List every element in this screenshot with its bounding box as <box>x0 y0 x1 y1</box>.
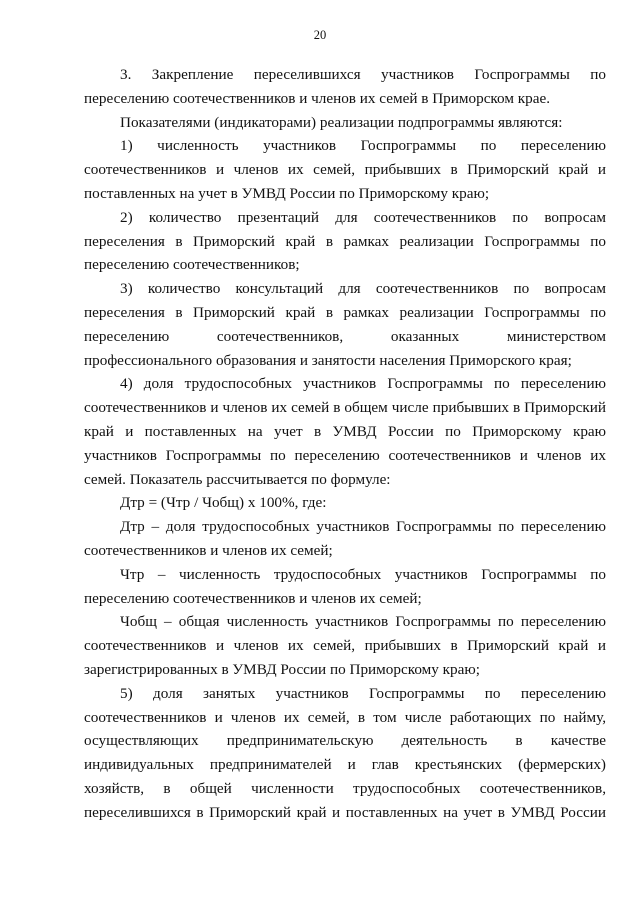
paragraph-indicator-1: 1) численность участников Госпрограммы по переселению соотечественников и членов их семей, прибывших в Приморский край и поставленных на учет в УМВД России по Приморскому краю; <box>84 137 606 202</box>
paragraph-formula: Дтр = (Чтр / Чобщ) x 100%, где: <box>120 494 327 512</box>
paragraph-definition-chtr: Чтр – численность трудоспособных участников Госпрограммы по переселению соотечественников и членов их семей; <box>84 565 606 607</box>
paragraph-indicator-2: 2) количество презентаций для соотечественников по вопросам переселения в Приморский край в рамках реализации Госпрограммы по переселению соотечественников; <box>84 208 606 274</box>
paragraph-definition-dtr: Дтр – доля трудоспособных участников Госпрограммы по переселению соотечественников и членов их семей; <box>84 518 606 559</box>
paragraph-indicators-intro: Показателями (индикаторами) реализации подпрограммы являются: <box>120 113 563 131</box>
paragraph-indicator-5: 5) доля занятых участников Госпрограммы по переселению соотечественников и членов их семей, в том числе работающих по найму, осуществляющих предпринимательскую деятельность в качестве индивидуальных предпринимателей и глав крестьянских (фермерских) хозяйств, в общей численности трудоспособных соотечественников, переселившихся в Приморский край и поставленных на учет в УМВД России <box>84 684 606 821</box>
paragraph-indicator-4: 4) доля трудоспособных участников Госпрограммы по переселению соотечественников и членов их семей в общем числе прибывших в Приморский край и поставленных на учет в УМВД России по Приморскому краю участников Госпрограммы по переселению соотечественников и членов их семей. Показатель рассчитывается по формуле: <box>84 375 606 488</box>
paragraph-indicator-3: 3) количество консультаций для соотечественников по вопросам переселения в Приморский край в рамках реализации Госпрограммы по переселению соотечественников, оказанных министерством профессионального образования и занятости населения Приморского края; <box>84 280 606 369</box>
paragraph-consolidation: 3. Закрепление переселившихся участников Госпрограммы по переселению соотечественников и членов их семей в Приморском крае. <box>84 66 606 107</box>
document-body <box>84 63 606 825</box>
paragraph-definition-chobsh: Чобщ – общая численность участников Госпрограммы по переселению соотечественников и членов их семей, прибывших в Приморский край и зарегистрированных в УМВД России по Приморскому краю; <box>84 613 606 678</box>
page-number: 20 <box>313 28 327 42</box>
